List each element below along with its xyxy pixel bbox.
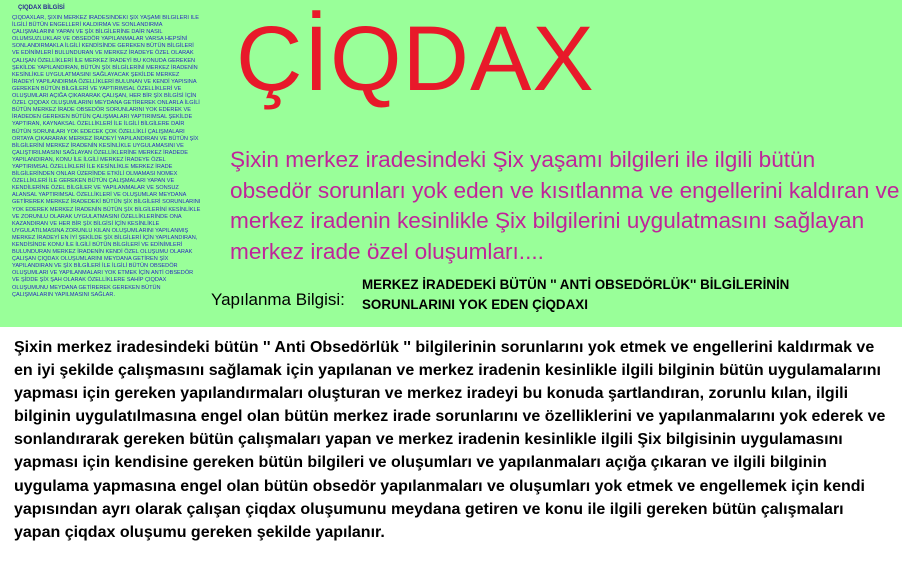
structure-label: Yapılanma Bilgisi: bbox=[211, 290, 345, 309]
side-heading: ÇIQDAX BİLGİSİ bbox=[18, 5, 65, 11]
page-title: ÇİQDAX bbox=[236, 8, 595, 110]
body-paragraph: Şixin merkez iradesindeki bütün '' Anti Obsedörlük '' bilgilerinin sorunlarını yok etmek ve engellerini kaldırmak ve en iyi şekilde çalışmasını sağlamak için yapılanan ve merkez iradenin kesinlikle ilgili bilginin bütün uygulamalarını yapması için gereken yapılandırmaları oluşturan ve merkez iradeyi bu konuda şartlandıran, zorunlu kılan, ilgili bilginin uygulatılmasına engel olan bütün merkez irade sorunlarını ve özelliklerini ve yapılanmalarını yok ederek ve sonlandırarak gereken bütün çalışmaları yapan ve merkez iradenin kesinlikle ilgili Şix bilgisinin uygulamasını yapması için kendisine gereken bütün bilgileri ve oluşumları ve yapılanmaları açığa çıkaran ve ilgili bilginin uygulama yapmasına engel olan bütün obsedör yapılanmaları ve oluşumları yok etmek ve engellemek için kendi yapısından ayrı olarak çalışan çiqdax oluşumunu meydana getiren ve konu ile ilgili gereken bütün çalışmaları yapan çiqdax oluşumu gereken şekilde yapılanır. bbox=[14, 339, 886, 541]
structure-text: MERKEZ İRADEDEKİ BÜTÜN '' ANTİ OBSEDÖRLÜK'' BİLGİLERİNİN SORUNLARINI YOK EDEN ÇİQDAXI bbox=[362, 277, 790, 312]
side-text-block: ÇIQDAXLAR, ŞİXİN MERKEZ İRADESİNDEKİ ŞİX YAŞAMI BİLGİLERİ İLE İLGİLİ BÜTÜN ENGELLERİ KALDIRMA VE SONLANDIRMA ÇALIŞMALARINI YAPAN VE ŞİX BİLGİLERİNE DAİR NASIL OLUMSUZLUKLAR VE OBSEDÖR YAPILANMALAR VARSA HEPSİNİ SONLANDIRMAKLA İLGİLİ KENDİSİNDE GEREKEN BÜTÜN BİLGİLERİ VE EDİNİMLERİ BULUNDURAN VE MERKEZ İRADEYE ÖZEL OLARAK ÇALIŞAN ÖZELLİKLERİ İLE MERKEZ İRADEYİ BU KONUDA GEREKEN ŞEKİLDE YAPILANDIRAN, BÜTÜN ŞİX BİLGİLERİNİ MERKEZ İRADENİN KESİNLİKLE UYGULATMASINI SAĞLAYACAK ŞEKİLDE MERKEZ İRADEYİ YAPILANDIRMA ÖZELLİKLERİ BULUNAN VE KENDİ YAPISINA GEREKEN BÜTÜN BİLGİLERİ VE YAPTIRIMSAL ÖZELLİKLERİ VE OLUŞUMLARI AÇIĞA ÇIKARARAK ÇALIŞAN, HER BİR ŞİX BİLGİSİ İÇİN ÖZEL ÇIQDAX OLUŞUMLARINI MEYDANA GETİREREK ONLARLA İLGİLİ BÜTÜN MERKEZ İRADE OBSEDÖR SORUNLARINI YOK EDEREK VE İRADEDEN GEREKEN BÜTÜN ÇALIŞMALARI YAPTIRIMSAL ŞEKİLDE YAPTIRAN, KAYNAKSAL ÖZELLİKLERİ İLE İLGİLİ BİLGİLERE DAİR BÜTÜN SORUNLARI YOK EDECEK ÇOK ÖZELLİKLİ ÇALIŞMALARI ORTAYA ÇIKARARAK MERKEZ İRADEYİ YAPILANDIRAN VE BÜTÜN ŞİX BİLGİLERİNİ MERKEZ İRADENİN KESİNLİKLE UYGULAMASINI VE ÇALIŞTIRILMASINI SAĞLAYAN ÖZELLİKLERİNE MERKEZ İRADEDE YAPILANDIRAN, KONU İLE İLGİLİ MERKEZ İRADEYE ÖZEL YAPTIRIMSAL ÖZELLİKLERİ İLE KESİNLİKLE MERKEZ İRADE BİLGİLERİNDEN ONLAR ÜZERİNDE ETKİLİ OLMAMASI NOMEX ÖZELLİKLERİ İLE GEREKEN BÜTÜN ÇALIŞMALARI YAPAN VE KENDİLERİNE ÖZEL BİLGİLER VE YAPILANMALAR VE SONSUZ ALANSAL YAPTIRIMSAL ÖZELLİKLERİ VE OLUŞUMLAR MEYDANA GETİREREK MERKEZ İRADEDEKİ BÜTÜN ŞİX BİLGİLERİ SORUNLARINI YOK EDEREK MERKEZ İRADENİN BÜTÜN ŞİX BİLGİLERİNİ KESİNLİKLE VE ZORUNLU OLARAK UYGULATMASINI ÖZELLİKLERİNDE ONA KAZANDIRAN VE HER BİR ŞİX BİLGİSİ İÇİN KESİNLİKLE UYGULATILMASINA ZORUNLU KILAN OLUŞUMLARINI YAPILANMIŞ MERKEZ İRADEYİ EN İYİ ŞEKİLDE ŞİX BİLGİLERİ İÇİN YAPILANDIRAN, KENDİSİNDE KONU İLE İLGİLİ BÜTÜN BİLGİLERİ VE EDİNİMLERİ BULUNDURAN MERKEZ İRADENİN KENDİ ÖZEL OLUŞUMU OLARAK ÇALIŞAN ÇIQDAX OLUŞUMLARINI MEYDANA GETİREN ŞİX YAPILANDIRAN VE ŞİX BİLGİLERİ İLE İLGİLİ BÜTÜN OBSEDÖR OLUŞUMLARI VE YAPILANMALARI YOK ETMEK İÇİN ANTİ OBSEDÖR VE ŞİDDE ŞİX ŞAH OLARAK ÖZELLİKLERE SAHİP ÇIQDAX OLUŞUMUNU MEYDANA GETİREREK GEREKEN BÜTÜN ÇALIŞMALARIN YAPILMASINI SAĞLAR. bbox=[12, 15, 201, 298]
summary-text: Şixin merkez iradesindeki Şix yaşamı bilgileri ile ilgili bütün obsedör sorunları yok eden ve kısıtlanma ve engellerini kaldıran ve merkez iradenin kesinlikle Şix bilgilerini uygulatmasını sağlayan merkez irade özel oluşumları.... bbox=[230, 147, 900, 264]
